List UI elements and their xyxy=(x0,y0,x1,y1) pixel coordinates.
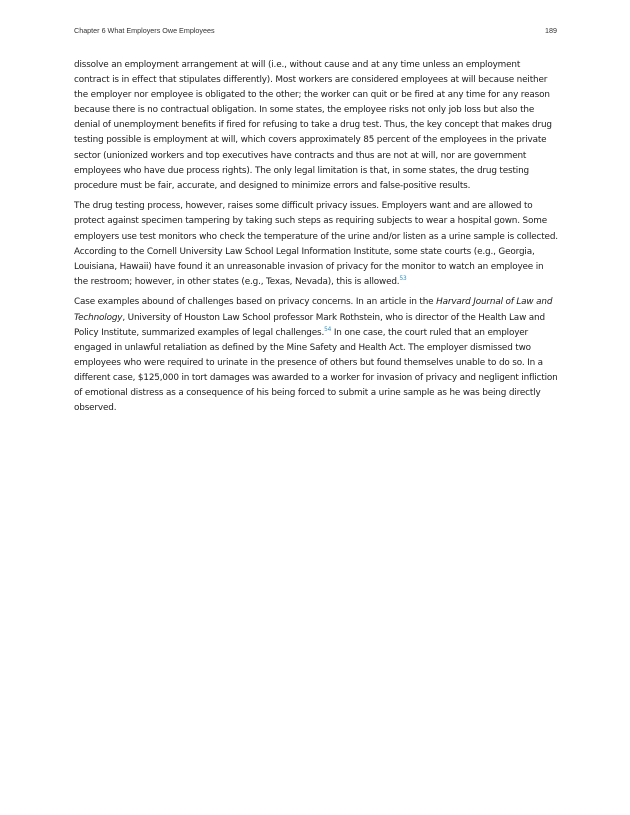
paragraph-case-examples xyxy=(74,295,558,416)
journal-title: Harvard Journal of Law and Technology xyxy=(74,297,553,323)
paragraph-text: dissolve an employment arrangement at will (i.e., without cause and at any time unless an employment contract is in effect that stipulates differently). Most workers are considered employees at will because neither the employer nor employee is obligated to the other; the worker can quit or be fired at any time for any reason because there is no contractual obligation. In some states, the employee risks not only job loss but also the denial of unemployment benefits if fired for refusing to take a drug test. Thus, the key concept that makes drug testing possible is employment at will, which covers approximately 85 percent of the employees in the private sector (unionized workers and top executives have contracts and thus are not at will, nor are government employees who have due process rights). The only legal limitation is that, in some states, the drug testing procedure must be fair, accurate, and designed to minimize errors and false-positive results. xyxy=(74,60,552,191)
paragraph-text-lead: Case examples abound of challenges based on privacy concerns. In an article in the xyxy=(74,297,437,308)
footnote-link-53[interactable]: 53 xyxy=(399,275,407,282)
paragraph-text: The drug testing process, however, raises some difficult privacy issues. Employers want and are allowed to protect against specimen tampering by taking such steps as requiring subjects to wear a hospital gown. Some employers use test monitors who check the temperature of the urine and/or listen as a urine sample is collected. According to the Cornell University Law School Legal Information Institute, some state courts (e.g., Georgia, Louisiana, Hawaii) have found it an unreasonable invasion of privacy for the monitor to watch an employee in the restroom; however, in other states (e.g., Texas, Nevada), this is allowed. xyxy=(74,201,558,287)
paragraph-privacy-issues xyxy=(74,199,558,290)
paragraph-text-middle: , University of Houston Law School professor Mark Rothstein, who is director of the Health Law and Policy Institute, summarized examples of legal challenges. xyxy=(74,312,545,338)
chapter-title: Chapter 6 What Employers Owe Employees xyxy=(74,26,215,35)
paragraph-text-tail: In one case, the court ruled that an employer engaged in unlawful retaliation as defined by the Mine Safety and Health Act. The employer dismissed two employees who were required to urinate in the presence of others but found themselves unable to do so. In a different case, $125,000 in tort damages was awarded to a worker for invasion of privacy and negligent infliction of emotional distress as a consequence of his being forced to submit a urine sample as he was being directly observed. xyxy=(74,327,558,414)
paragraph-employment-at-will xyxy=(74,58,558,194)
body-text xyxy=(74,58,558,422)
running-header xyxy=(74,26,557,38)
footnote-link-54[interactable]: 54 xyxy=(324,326,332,333)
page-number: 189 xyxy=(545,26,557,35)
